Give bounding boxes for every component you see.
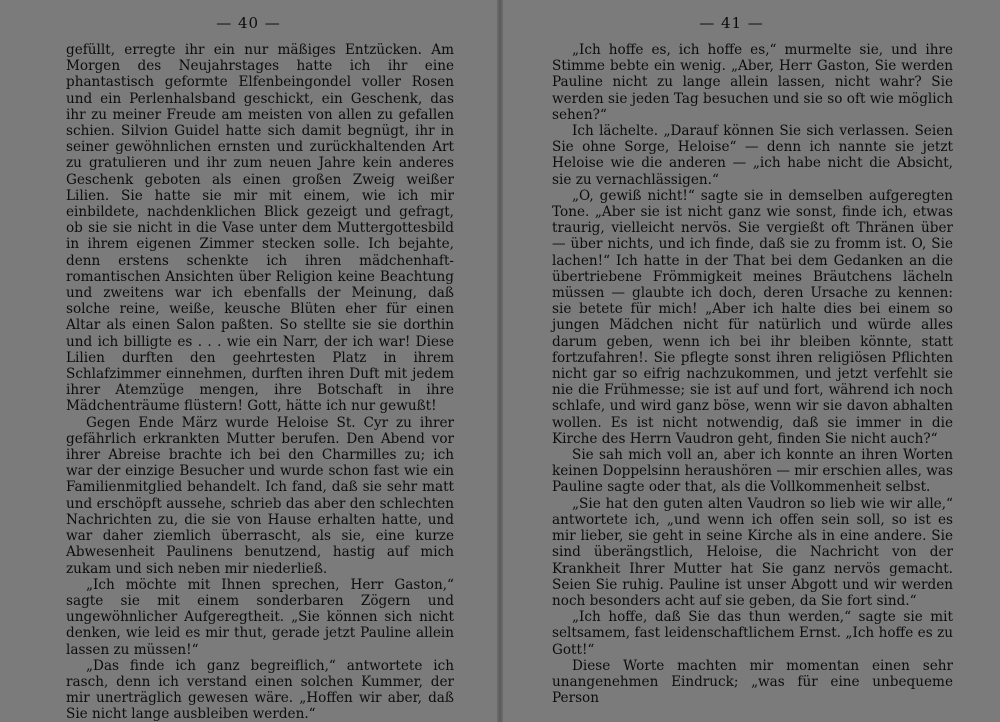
- page-number-left: — 40 —: [216, 14, 281, 32]
- paragraph: „Ich hoffe, daß Sie das thun werden,“ sagte sie mit seltsamem, fast leidenschaftlichem Ernst. „Ich hoffe es zu Gott!“: [552, 609, 953, 658]
- paragraph: „O, gewiß nicht!“ sagte sie in demselben aufgeregten Tone. „Aber sie ist nicht ganz wie sonst, finde ich, etwas traurig, vielleicht nervös. Sie vergießt oft Thränen über — über nichts, und ich finde, daß sie zu fromm ist. O, Sie lachen!“ Ich hatte in der That bei dem Gedanken an die übertriebene Frömmigkeit meines Bräutchens lächeln müssen — glaubte ich doch, deren Ursache zu kennen: sie betete für mich! „Aber ich halte dies bei einem so jungen Mädchen nicht für natürlich und würde alles darum geben, wenn ich bei ihr bleiben könnte, statt fortzufahren!. Sie pflegte sonst ihren religiösen Pflichten nicht gar so eifrig nachzukommen, und jetzt verfehlt sie nie die Frühmesse; sie ist auf und fort, während ich noch schlafe, und wird ganz böse, wenn wir sie davon abhalten wollen. Es ist nicht notwendig, daß sie immer in die Kirche des Herrn Vaudron geht, finden Sie nicht auch?“: [552, 187, 953, 447]
- paragraph: „Sie hat den guten alten Vaudron so lieb wie wir alle,“ antwortete ich, „und wenn ich offen sein soll, so ist es mir lieber, sie geht in seine Kirche als in eine andere. Sie sind überängstlich, Heloise, die Nachricht von der Krankheit Ihrer Mutter hat Sie ganz nervös gemacht. Seien Sie ruhig. Pauline ist unser Abgott und wir werden noch besonders acht auf sie geben, da Sie fort sind.“: [552, 495, 953, 609]
- paragraph: „Das finde ich ganz begreiflich,“ antwortete ich rasch, denn ich verstand einen solchen Kummer, der mir unerträglich gewesen wäre. „Hoffen wir aber, daß Sie nicht lange ausbleiben werden.“: [66, 657, 454, 722]
- paragraph: gefüllt, erregte ihr ein nur mäßiges Entzücken. Am Morgen des Neujahrstages hatte ich ihr eine phantastisch geformte Elfenbeingondel voller Rosen und ein Perlenhalsband geschickt, ein Geschenk, das ihr zu meiner Freude am meisten von allen zu gefallen schien. Silvion Guidel hatte sich damit begnügt, ihr in seiner gewöhnlichen ernsten und zurückhaltenden Art zu gratulieren und ihr zum neuen Jahre kein anderes Geschenk geboten als einen großen Zweig weißer Lilien. Sie hatte sie mir mit einem, wie ich mir einbildete, nachdenklichen Blick gezeigt und gefragt, ob sie sie nicht in die Vase unter dem Muttergottesbild in ihrem eigenen Zimmer stecken solle. Ich bejahte, denn erstens schenkte ich ihren mädchenhaft-romantischen Ansichten über Religion keine Beachtung und zweitens war ich ebenfalls der Meinung, daß solche reine, weiße, keusche Blüten eher für einen Altar als einen Salon paßten. So stellte sie sie dorthin und ich billigte es . . . wie ein Narr, der ich war! Diese Lilien durften den geehrtesten Platz in ihrem Schlafzimmer einnehmen, durften ihren Duft mit jedem ihrer Atemzüge mengen, ihre Botschaft in ihre Mädchenträume flüstern! Gott, hätte ich nur gewußt!: [66, 42, 454, 415]
- paragraph: Gegen Ende März wurde Heloise St. Cyr zu ihrer gefährlich erkrankten Mutter berufen. Den Abend vor ihrer Abreise brachte ich bei den Charmilles zu; ich war der einzige Besucher und wurde schon fast wie ein Familienmitglied behandelt. Ich fand, daß sie sehr matt und erschöpft aussehe, schrieb das aber den schlechten Nachrichten zu, die sie von Hause erhalten hatte, und war daher ziemlich überrascht, als sie, eine kurze Abwesenheit Paulinens benutzend, hastig auf mich zukam und sich neben mir niederließ.: [66, 414, 454, 577]
- paragraph: Diese Worte machten mir momentan einen sehr unangenehmen Eindruck; „was für eine unbequeme Person: [552, 657, 953, 707]
- left-page-text: [66, 42, 454, 722]
- left-page: [0, 0, 497, 722]
- right-page: [503, 0, 1000, 722]
- paragraph: Sie sah mich voll an, aber ich konnte an ihren Worten keinen Doppelsinn heraushören — mir erschien alles, was Pauline sagte oder that, als die Vollkommenheit selbst.: [552, 447, 953, 496]
- paragraph: „Ich hoffe es, ich hoffe es,“ murmelte sie, und ihre Stimme bebte ein wenig. „Aber, Herr Gaston, Sie werden Pauline nicht zu lange allein lassen, nicht wahr? Sie werden sie jeden Tag besuchen und sie so oft wie möglich sehen?“: [552, 42, 953, 123]
- paragraph: „Ich möchte mit Ihnen sprechen, Herr Gaston,“ sagte sie mit einem sonderbaren Zögern und ungewöhnlicher Aufgeregtheit. „Sie können sich nicht denken, wie leid es mir thut, gerade jetzt Pauline allein lassen zu müssen!“: [66, 576, 454, 658]
- page-number-right: — 41 —: [699, 14, 764, 32]
- paragraph: Ich lächelte. „Darauf können Sie sich verlassen. Seien Sie ohne Sorge, Heloise“ — denn ich nannte sie jetzt Heloise wie die anderen — „ich habe nicht die Absicht, sie zu vernachlässigen.“: [552, 123, 953, 188]
- right-page-text: [552, 42, 953, 706]
